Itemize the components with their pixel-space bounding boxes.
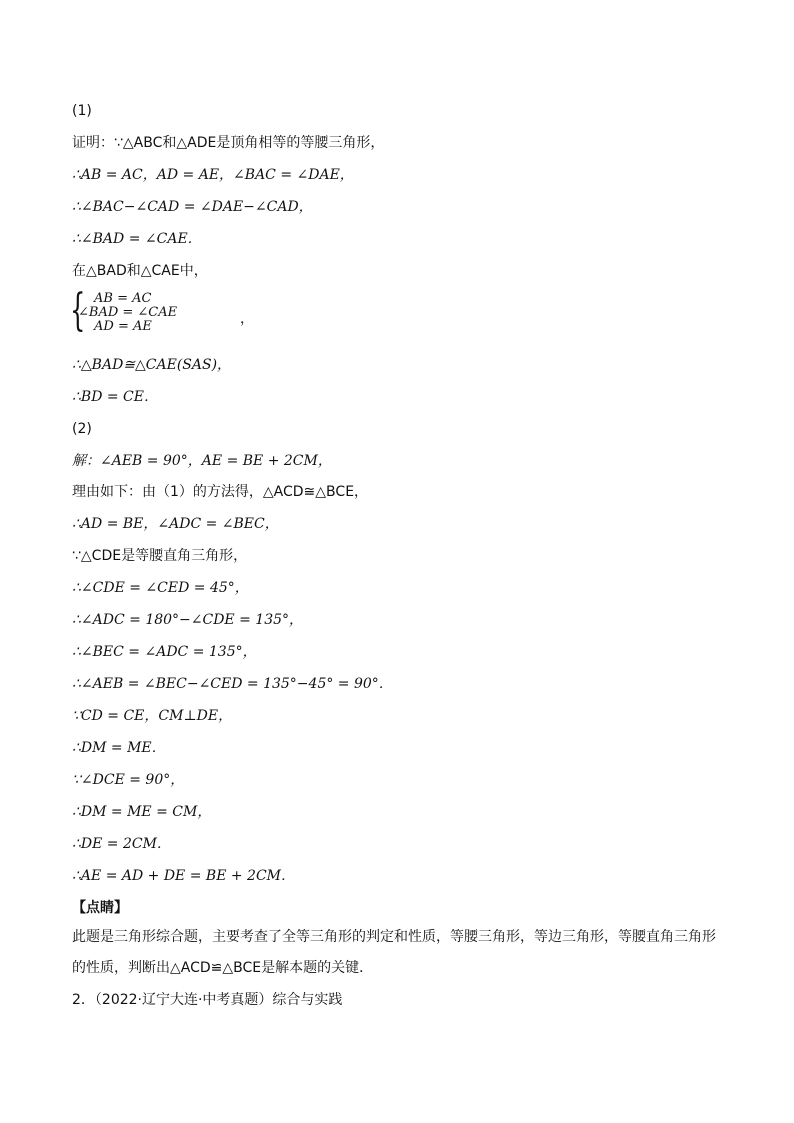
solution-line: ∴∠ADC = 180°−∠CDE = 135°，: [72, 612, 304, 628]
system-comma: ，: [240, 311, 254, 327]
next-question-heading: 2．（2022·辽宁大连·中考真题）综合与实践: [72, 992, 343, 1008]
proof-line: ∴AB = AC，AD = AE，∠BAC = ∠DAE，: [72, 167, 354, 183]
solution-line: 解：∠AEB = 90°，AE = BE + 2CM，: [72, 453, 332, 469]
solution-line: ∴AD = BE，∠ADC = ∠BEC，: [72, 516, 279, 532]
proof-line: ∴BD = CE．: [72, 389, 158, 405]
comment-heading: 【点睛】: [72, 900, 128, 916]
proof-line: ∴∠BAD = ∠CAE．: [72, 231, 202, 247]
solution-line: 理由如下：由（1）的方法得，△ACD≅△BCE，: [72, 484, 369, 500]
comment-paragraph: 此题是三角形综合题，主要考查了全等三角形的判定和性质，等腰三角形，等边三角形，等腰直角三角形的性质，判断出△ACD≌△BCE是解本题的关键．: [72, 929, 716, 976]
solution-line: ∴DM = ME．: [72, 740, 166, 756]
solution-line: ∵∠DCE = 90°，: [72, 772, 185, 788]
solution-line: ∴AE = AD + DE = BE + 2CM．: [72, 868, 296, 884]
solution-line: ∴∠BEC = ∠ADC = 135°，: [72, 644, 257, 660]
solution-line: ∴∠AEB = ∠BEC−∠CED = 135°−45° = 90°．: [72, 676, 393, 692]
part-2-label: (2): [72, 421, 92, 437]
system-row: ∠BAD = ∠CAE: [78, 305, 178, 320]
solution-line: ∵CD = CE，CM⊥DE，: [72, 708, 233, 724]
solution-line: ∴DM = ME = CM，: [72, 804, 212, 820]
part-1-label: (1): [72, 103, 92, 119]
left-brace-icon: {: [70, 285, 86, 336]
proof-line: ∴△BAD≅△CAE(SAS)，: [72, 357, 232, 373]
solution-line: ∴∠CDE = ∠CED = 45°，: [72, 580, 249, 596]
proof-line: ∴∠BAC−∠CAD = ∠DAE−∠CAD，: [72, 199, 313, 215]
solution-line: ∵△CDE是等腰直角三角形，: [72, 548, 248, 564]
proof-line: 在△BAD和△CAE中，: [72, 263, 208, 279]
system-row: AB = AC: [94, 291, 152, 306]
solution-line: ∴DE = 2CM．: [72, 836, 171, 852]
system-row: AD = AE: [94, 319, 152, 334]
proof-line: 证明：∵△ABC和△ADE是顶角相等的等腰三角形，: [72, 135, 385, 151]
